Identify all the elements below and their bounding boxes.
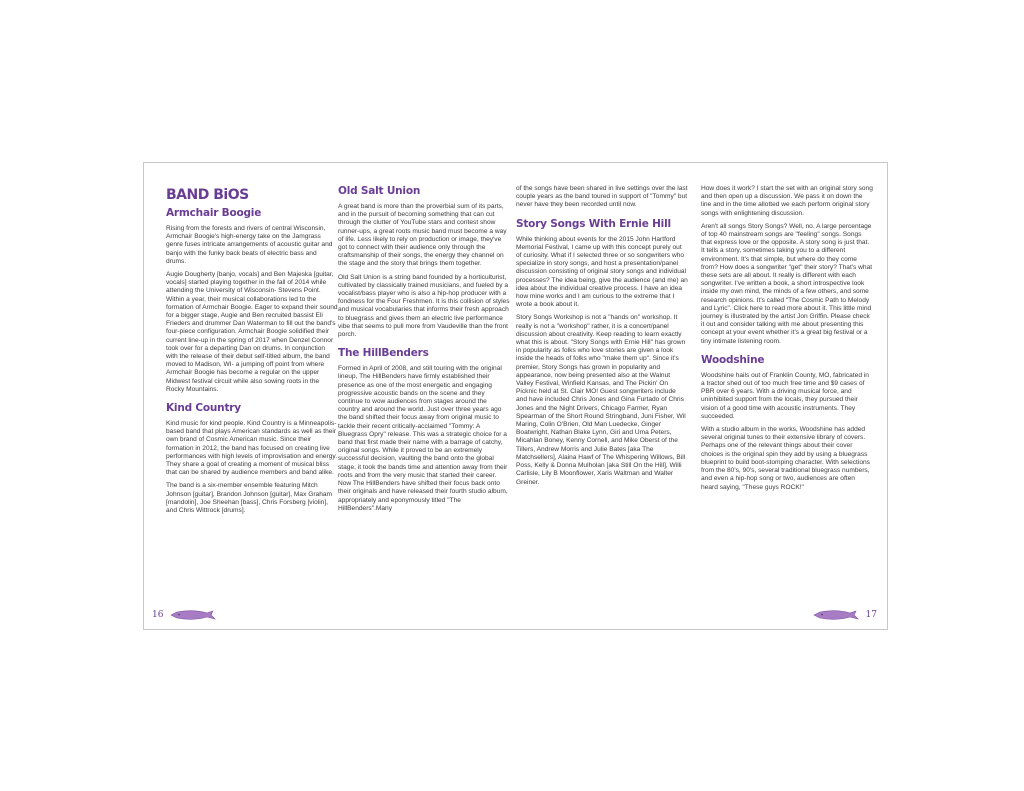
paragraph: of the songs have been shared in live settings over the last couple years as the band toured in support of "Tommy" but never have they been recorded until now. xyxy=(516,185,688,209)
paragraph: Old Salt Union is a string band founded by a horticulturist, cultivated by classically trained musicians, and fueled by a vocalist/bass player who is also a hip-hop producer with a fondness for the Four Freshmen. It is this collision of styles and musical vocabularies that informs their fresh approach to bluegrass and gives them an electric live performance vibe that seems to pull more from Vaudeville than the front porch. xyxy=(338,273,510,339)
paragraph: Aren't all songs Story Songs? Well, no. A large percentage of top 40 mainstream songs are "feeling" songs. Songs that express love or the opposite. A story song is just that. It tells a story, sometimes taking you to a different environment. It's that simple, but where do they come from? How does a songwriter "get" their story? That's what these sets are all about. It really is different with each songwriter. I've written a book, a short introspective look inside my own mind, the minds of a few others, and some research opinions. It's called "The Cosmic Path to Melody and Lyric". Click here to read more about it. This little mind journey is illustrated by the artist Jon Griffin. Please check it out and consider talking with me about presenting this concept at your event whether it's a great big festival or a tiny intimate listening room. xyxy=(701,222,873,345)
page-number-left: 16 xyxy=(152,610,164,620)
page-title: BAND BiOS xyxy=(166,187,249,203)
paragraph: A great band is more than the proverbial sum of its parts, and in the pursuit of becoming something that can cut through the clutter of YouTube stars and contest show runner-ups, a great roots music band must become a way of life. Less likely to rely on production or image, they've got to connect with their audience only through the craftsmanship of their songs, the energy they channel on the stage and the story that brings them together. xyxy=(338,203,507,268)
paragraph: Story Songs Workshop is not a "hands on" workshop. It really is not a "workshop" rather, it is a concert/panel discussion about creativity. Keep reading to learn exactly what this is about. "Story Songs with Ernie Hill" has grown in popularity as folks who love stories are given a look inside the heads of folks who "make them up". Since it's premier, Story Songs has grown in popularity and appearance, now being presented also at the Walnut Valley Festival, Winfield Kansas, and The Pickin' On Picknic held at St. Clair MO! Guest songwriters include and have included Chris Jones and Gina Furtado of Chris Jones and the Night Drivers, Chicago Farmer, Ryan Spearman of the Short Round Stringband, Juni Fisher, Wil Maring, Colin O'Brien, Old Man Luedecke, Ginger Boatwright, Nathan Blake Lynn, Giri and Uma Peters, Micahlan Boney, Kenny Cornell, and Mike Oberst of the Tillers, Andrew Morris and Julie Bates [aka The Matchsellers], Alaina Hawf of The Whispering Willows, Bill Poss, Kelly & Donna Mulholan [aka Still On the Hill], Willi Carlisle, Lily B Moonflower, Xaris Waltman and Walter Greiner. xyxy=(516,314,686,486)
page-number-right: 17 xyxy=(865,610,877,620)
footer-right xyxy=(812,609,877,621)
paragraph: Rising from the forests and rivers of central Wisconsin, Armchair Boogie's high-energy take on the Jamgrass genre fuses intricate arrangements of acoustic guitar and banjo with the funky back beats of electric bass and drums. xyxy=(166,225,333,265)
paragraph: Woodshine hails out of Franklin County, MO, fabricated in a tractor shed out of too much free time and $9 cases of PBR over 6 years. With a driving musical force, and uninhibited support from the locals, they pursued their vision of a good time with acoustic instruments. They succeeded. xyxy=(701,371,869,420)
band-heading-kind-country: Kind Country xyxy=(166,402,241,415)
paragraph: Kind music for kind people. Kind Country is a Minneapolis-based band that plays American standards as well as their own brand of Cosmic American music. Since their formation in 2012, the band has focused on creating live performances with high levels of improvisation and energy. They share a goal of creating a moment of musical bliss that can be shared by audience members and band alike. xyxy=(166,420,338,477)
column-3 xyxy=(516,185,688,492)
column-2 xyxy=(338,185,510,518)
fish-icon xyxy=(812,609,860,621)
fish-icon xyxy=(169,609,217,621)
paragraph: Formed in April of 2008, and still touring with the original lineup, The HillBenders have firmly established their presence as one of the most energetic and engaging progressive acoustic bands on the scene and they continue to wow audiences from stages around the country and around the world. Just over three years ago the band shifted their focus away from original music to tackle their recent critically-acclaimed "Tommy: A Bluegrass Opry" release. This was a strategic choice for a band that first made their name with a barrage of catchy, original songs. While it proved to be an extremely successful decision, vaulting the band onto the global stage, it took the bands time and attention away from their roots and from the very music that started their career. Now The HillBenders have shifted their focus back onto their originals and have released their fourth studio album, appropriately and eponymously titled "The HillBenders".Many xyxy=(338,365,508,512)
paragraph: Augie Dougherty [banjo, vocals] and Ben Majeska [guitar, vocals] started playing together in the fall of 2014 while attending the University of Wisconsin- Stevens Point. Within a year, their musical collaborations led to the formation of Armchair Boogie. Eager to expand their sound for a bigger stage, Augie and Ben recruited bassist Eli Frieders and drummer Dan Waterman to fill out the band's four-piece configuration. Armchair Boogie solidified their current line-up in the spring of 2017 when Denzel Connor took over for a departing Dan on drums. In conjunction with the release of their debut self-titled album, the band moved to Madison, WI- a jumping off point from where Armchair Boogie has become a regular on the upper Midwest festival circuit while also sowing roots in the Rocky Mountains. xyxy=(166,271,338,393)
band-heading-old-salt-union: Old Salt Union xyxy=(338,185,421,197)
band-heading-woodshine: Woodshine xyxy=(701,353,765,366)
column-1 xyxy=(166,187,338,520)
band-heading-story-songs: Story Songs With Ernie Hill xyxy=(516,217,671,230)
band-heading-hillbenders: The HillBenders xyxy=(338,347,429,360)
paragraph: The band is a six-member ensemble featuring Mitch Johnson [guitar], Brandon Johnson [guitar], Max Graham [mandolin], Joe Sheehan [bass], Chris Forsberg [violin], and Chris Wittrock [drums]. xyxy=(166,482,333,515)
paragraph: While thinking about events for the 2015 John Hartford Memorial Festival, I came up with this concept purely out of curiosity. What if I selected three or so songwriters who specialize in story songs, and host a presentation/panel discussion consisting of original story songs and individual processes? The idea being, give the audience (and me) an idea about the individual creative process. I have an idea how mine works and I am curious to the extreme that I wrote a book about it. xyxy=(516,235,688,309)
column-4 xyxy=(701,185,873,497)
paragraph: With a studio album in the works, Woodshine has added several original tunes to their extensive library of covers. Perhaps one of the relevant things about their cover choices is the original spin they add by using a bluegrass blueprint to build boot-stomping character. With selections from the 80's, 90's, several traditional bluegrass numbers, and even a hip-hop song or two, audiences are often heard saying, "These guys ROCK!" xyxy=(701,426,870,491)
band-heading-armchair-boogie: Armchair Boogie xyxy=(166,207,262,219)
footer-left xyxy=(152,609,217,621)
magazine-spread xyxy=(143,162,888,630)
paragraph: How does it work? I start the set with an original story song and then open up a discussion. We pass it on down the line and in the time allotted we each perform original story songs with enlightening discussion. xyxy=(701,185,873,217)
